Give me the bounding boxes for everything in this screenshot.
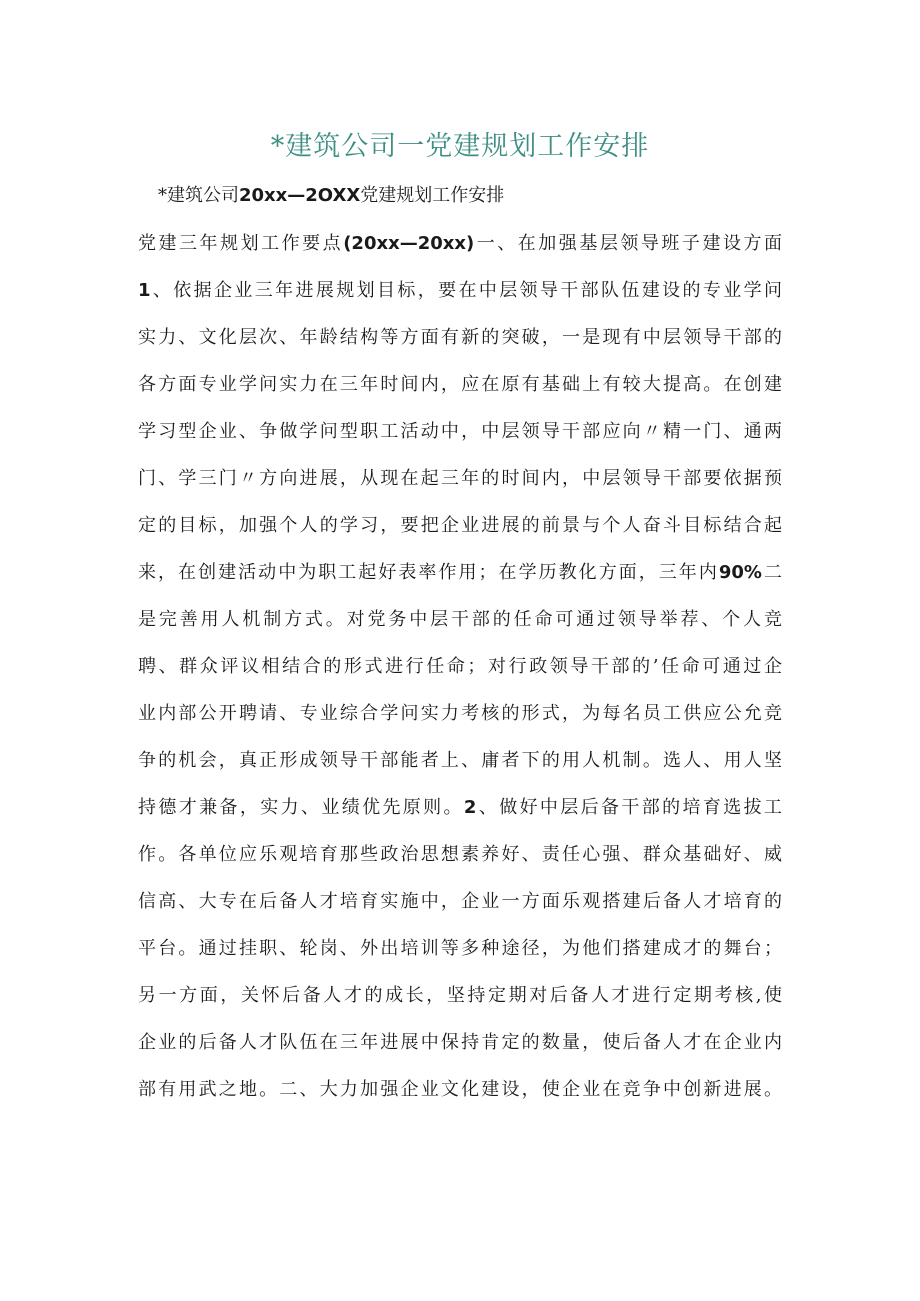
document-title: *建筑公司一党建规划工作安排: [270, 131, 650, 162]
body-line: 定的目标，加强个人的学习，要把企业进展的前景与个人奋斗目标结合起: [138, 515, 782, 536]
body-line: 实力、文化层次、年龄结构等方面有新的突破，一是现有中层领导干部的: [138, 327, 782, 348]
document-subtitle: [158, 181, 504, 207]
body-line: 各方面专业学问实力在三年时间内，应在原有基础上有较大提高。在创建: [138, 374, 782, 395]
body-line: 1、依据企业三年进展规划目标，要在中层领导干部队伍建设的专业学问: [138, 280, 782, 301]
body-line: 作。各单位应乐观培育那些政治思想素养好、责任心强、群众基础好、威: [138, 844, 782, 865]
body-line: 是完善用人机制方式。对党务中层干部的任命可通过领导举荐、个人竞: [138, 609, 782, 630]
body-line: 持德才兼备，实力、业绩优先原则。2、做好中层后备干部的培育选拔工: [138, 797, 783, 818]
subtitle-text-pre: *建筑公司: [158, 185, 239, 206]
body-line: 企业的后备人才队伍在三年进展中保持肯定的数量，使后备人才在企业内: [138, 1032, 782, 1053]
body-line: 争的机会，真正形成领导干部能者上、庸者下的用人机制。选人、用人坚: [138, 750, 782, 771]
body-line: 来，在创建活动中为职工起好表率作用；在学历教化方面，三年内90%二: [138, 562, 782, 583]
body-line: 部有用武之地。二、大力加强企业文化建设，使企业在竞争中创新进展。: [138, 1079, 782, 1100]
body-line: 学习型企业、争做学问型职工活动中，中层领导干部应向〃精一门、通两: [138, 421, 782, 442]
subtitle-text-post: 党建规划工作安排: [360, 185, 505, 206]
body-line: 另一方面，关怀后备人才的成长，坚持定期对后备人才进行定期考核,使: [138, 985, 782, 1006]
body-line: 业内部公开聘请、专业综合学问实力考核的形式，为每名员工供应公允竞: [138, 703, 782, 724]
body-line: 平台。通过挂职、轮岗、外出培训等多种途径，为他们搭建成才的舞台；: [138, 938, 782, 959]
body-line: 党建三年规划工作要点(20xx—20xx)一、在加强基层领导班子建设方面: [138, 233, 783, 254]
body-line: 聘、群众评议相结合的形式进行任命；对行政领导干部的’任命可通过企: [138, 656, 782, 677]
document-body: [138, 227, 782, 1120]
body-line: 门、学三门〃方向进展，从现在起三年的时间内，中层领导干部要依据预: [138, 468, 782, 489]
subtitle-year-range: 20xx—2OXX: [239, 185, 361, 206]
body-line: 信高、大专在后备人才培育实施中，企业一方面乐观搭建后备人才培育的: [138, 891, 782, 912]
